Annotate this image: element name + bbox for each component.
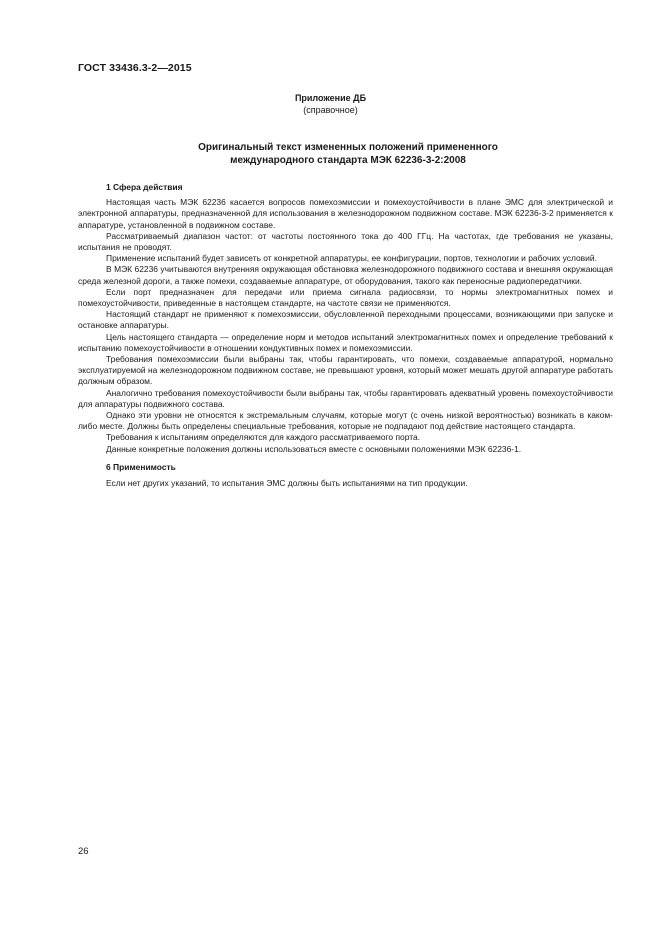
annex-label: Приложение ДБ <box>294 93 367 103</box>
annex-title <box>78 142 618 167</box>
paragraph: Требования помехоэмиссии были выбраны так, чтобы гарантировать, что помехи, создаваемые аппаратурой, нормально эксплуатируемой на железнодорожном подвижном составе, не превышают уровня, который может мешать другой аппаратуре работать должным образом. <box>78 354 613 387</box>
paragraph: Настоящая часть МЭК 62236 касается вопросов помехоэмиссии и помехоустойчивости в плане ЭМС для электрической и электронной аппаратуры, предназначенной для использования в железнодорожном подвижном составе. МЭК 62236-3-2 применяется к аппаратуре, установленной в подвижном составе. <box>78 197 613 230</box>
annex-title-line2: международного стандарта МЭК 62236-3-2:2008 <box>230 154 466 166</box>
paragraph: Настоящий стандарт не применяют к помехоэмиссии, обусловленной переходными процессами, возникающими при запуске и остановке аппаратуры. <box>78 309 613 331</box>
annex-type: (справочное) <box>303 105 358 115</box>
paragraph: Рассматриваемый диапазон частот: от частоты постоянного тока до 400 ГГц. На частотах, где требования не указаны, испытания не проводят. <box>78 230 613 253</box>
paragraph: Требования к испытаниям определяются для каждого рассматриваемого порта. <box>106 432 421 443</box>
page-number: 26 <box>78 846 89 857</box>
section-heading: 6 Применимость <box>106 461 176 472</box>
paragraph: Аналогично требования помехоустойчивости были выбраны так, чтобы гарантировать адекватный уровень помехоустойчивости для аппаратуры подвижного состава. <box>78 387 613 409</box>
section-heading: 1 Сфера действия <box>106 182 183 192</box>
paragraph: Применение испытаний будет зависеть от конкретной аппаратуры, ее конфигурации, портов, технологии и рабочих условий. <box>106 253 597 264</box>
annex-title-line1: Оригинальный текст измененных положений примененного <box>198 142 498 153</box>
paragraph: Данные конкретные положения должны использоваться вместе с основными положениями МЭК 62236-1. <box>106 443 522 454</box>
paragraph: В МЭК 62236 учитываются внутренняя окружающая обстановка железнодорожного подвижного состава и внешняя окружающая среда железной дороги, а также помехи, создаваемые аппаратуре, от оборудования, такого как переносные радиопередатчики. <box>78 264 613 286</box>
body-text <box>78 182 613 489</box>
paragraph: Если нет других указаний, то испытания ЭМС должны быть испытаниями на тип продукции. <box>106 478 468 489</box>
paragraph: Цель настоящего стандарта — определение норм и методов испытаний электромагнитных помех и определение требований к испытанию помехоустойчивости в отношении кондуктивных помех и помехоэмиссии. <box>78 331 613 353</box>
document-id: ГОСТ 33436.3-2—2015 <box>78 62 192 74</box>
paragraph: Если порт предназначен для передачи или приема сигнала радиосвязи, то нормы электромагнитных помех и помехоустойчивости, приведенные в настоящем стандарте, на частоте связи не применяются. <box>78 286 613 309</box>
annex-header <box>0 92 661 116</box>
paragraph: Однако эти уровни не относятся к экстремальным случаям, которые могут (с очень низкой вероятностью) возникать в каком-либо месте. Должны быть определены специальные требования, которые не подпадают под действие настоящего стандарта. <box>78 410 613 432</box>
